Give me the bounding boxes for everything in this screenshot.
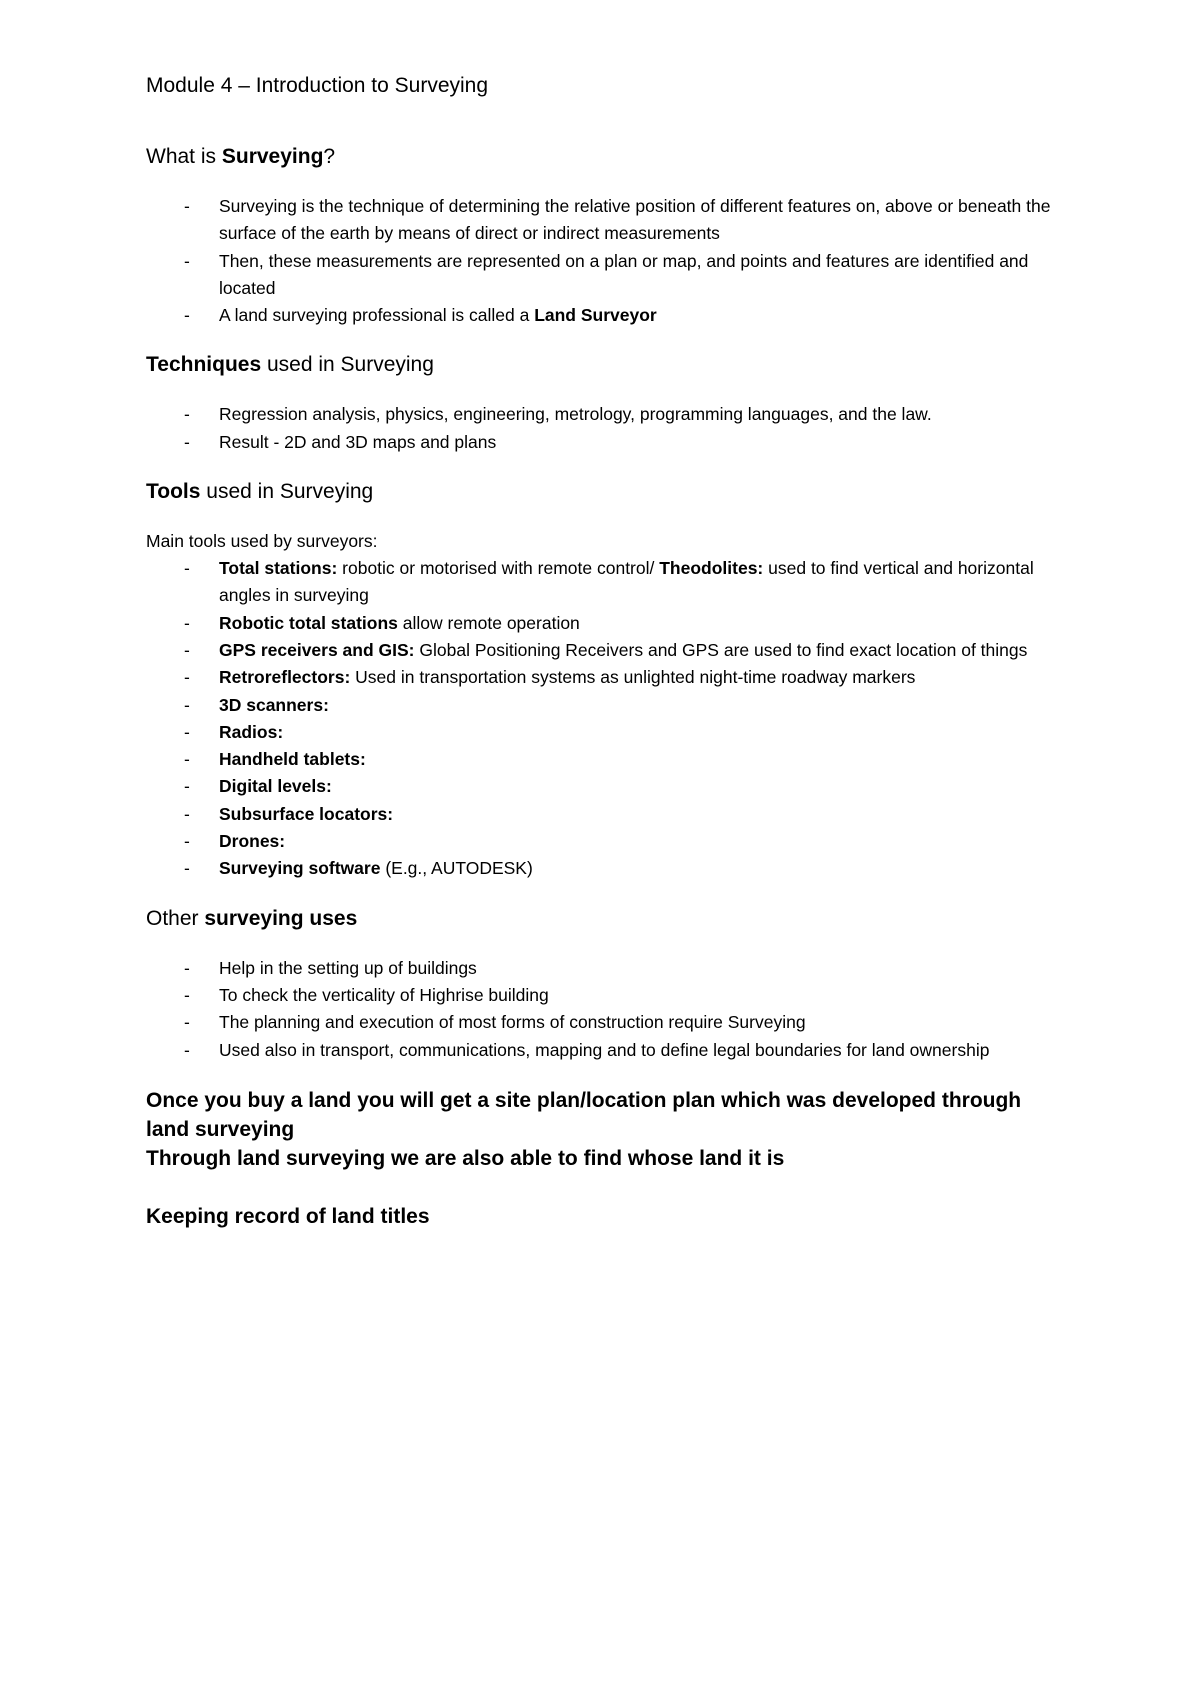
section-techniques bbox=[146, 351, 1060, 456]
dash-bullet: - bbox=[184, 1039, 190, 1060]
dash-bullet: - bbox=[184, 196, 190, 216]
dash-bullet: - bbox=[184, 250, 190, 271]
dash-bullet: - bbox=[184, 776, 190, 797]
section-heading-other-uses: Other surveying uses bbox=[146, 906, 358, 930]
dash-bullet: - bbox=[184, 984, 190, 1005]
list-item: - The planning and execution of most forms of construction require Surveying bbox=[146, 1009, 1060, 1036]
closing-line-whose-land: Through land surveying we are also able to find whose land it is bbox=[146, 1146, 785, 1170]
document-title: Module 4 – Introduction to Surveying bbox=[146, 74, 489, 97]
list-item: - Surveying is the technique of determining the relative position of different features on, above or beneath the surface of the earth by means of direct or indirect measurements bbox=[146, 193, 1060, 248]
dash-bullet: - bbox=[184, 1012, 190, 1033]
dash-bullet: - bbox=[184, 558, 190, 579]
closing-notes bbox=[146, 1086, 1060, 1231]
techniques-list bbox=[146, 401, 1060, 456]
other-uses-list bbox=[146, 955, 1060, 1064]
dash-bullet: - bbox=[184, 831, 190, 852]
section-other-uses bbox=[146, 905, 1060, 1064]
dash-bullet: - bbox=[184, 431, 190, 452]
list-item: - Used also in transport, communications, mapping and to define legal boundaries for land ownership bbox=[146, 1037, 1060, 1064]
closing-line-land-titles: Keeping record of land titles bbox=[146, 1204, 430, 1228]
list-item: - Digital levels: bbox=[146, 773, 1060, 800]
dash-bullet: - bbox=[184, 305, 190, 326]
dash-bullet: - bbox=[184, 694, 190, 715]
list-item: - Drones: bbox=[146, 828, 1060, 855]
list-item: - Surveying software (E.g., AUTODESK) bbox=[146, 855, 1060, 882]
closing-line-site-plan: Once you buy a land you will get a site plan/location plan which was developed through land surveying bbox=[146, 1088, 1022, 1141]
dash-bullet: - bbox=[184, 612, 190, 633]
what-list bbox=[146, 193, 1060, 329]
list-item: - 3D scanners: bbox=[146, 692, 1060, 719]
list-item: - Regression analysis, physics, engineering, metrology, programming languages, and the law. bbox=[146, 401, 1060, 428]
list-item: - To check the verticality of Highrise building bbox=[146, 982, 1060, 1009]
dash-bullet: - bbox=[184, 749, 190, 770]
dash-bullet: - bbox=[184, 721, 190, 742]
list-item: - GPS receivers and GIS: Global Positioning Receivers and GPS are used to find exact location of things bbox=[146, 637, 1060, 664]
list-item: - Retroreflectors: Used in transportation systems as unlighted night-time roadway markers bbox=[146, 664, 1060, 691]
list-item: - Then, these measurements are represented on a plan or map, and points and features are identified and located bbox=[146, 248, 1060, 303]
list-item: - A land surveying professional is called a Land Surveyor bbox=[146, 302, 1060, 329]
tools-list bbox=[146, 555, 1060, 883]
section-heading-what-is-surveying: What is Surveying? bbox=[146, 145, 336, 168]
dash-bullet: - bbox=[184, 404, 190, 425]
list-item: - Total stations: robotic or motorised with remote control/ Theodolites: used to find vertical and horizontal angles in surveying bbox=[146, 555, 1060, 610]
list-item: - Result - 2D and 3D maps and plans bbox=[146, 429, 1060, 456]
list-item: - Help in the setting up of buildings bbox=[146, 955, 1060, 982]
section-tools bbox=[146, 478, 1060, 883]
section-heading-tools: Tools used in Surveying bbox=[146, 480, 374, 504]
list-item: - Radios: bbox=[146, 719, 1060, 746]
section-what-is-surveying bbox=[146, 143, 1060, 329]
dash-bullet: - bbox=[184, 803, 190, 824]
list-item: - Robotic total stations allow remote operation bbox=[146, 610, 1060, 637]
tools-intro: Main tools used by surveyors: bbox=[146, 531, 378, 552]
section-heading-techniques: Techniques used in Surveying bbox=[146, 353, 434, 377]
dash-bullet: - bbox=[184, 957, 190, 978]
dash-bullet: - bbox=[184, 667, 190, 688]
dash-bullet: - bbox=[184, 639, 190, 660]
list-item: - Handheld tablets: bbox=[146, 746, 1060, 773]
list-item: - Subsurface locators: bbox=[146, 801, 1060, 828]
dash-bullet: - bbox=[184, 858, 190, 879]
